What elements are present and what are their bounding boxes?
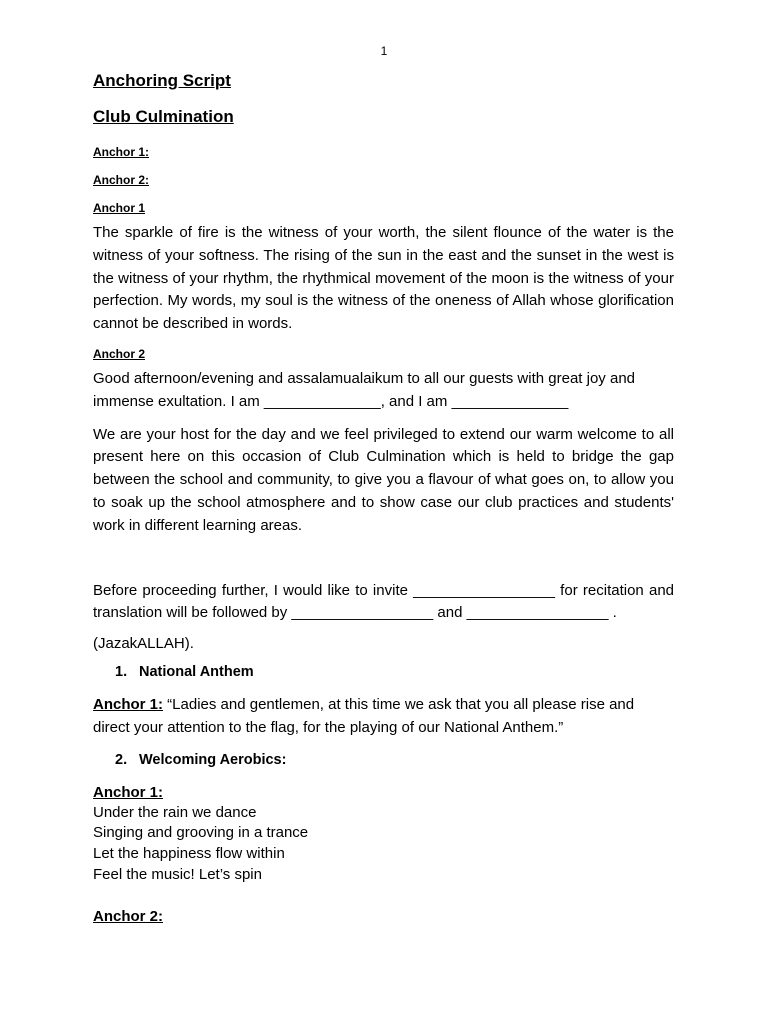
- item-number: 2.: [115, 751, 128, 768]
- anchor1-heading: Anchor 1: [93, 201, 146, 215]
- aerobics-poem: [93, 782, 674, 886]
- anthem-text: “Ladies and gentlemen, at this time we ask that you all please rise and direct your attention to the flag, for the playing of our National Anthem.”: [93, 695, 635, 736]
- document-title: Anchoring Script: [93, 71, 231, 90]
- aerobics-anchor1-label: Anchor 1:: [93, 783, 164, 801]
- poem-line: Singing and grooving in a trance: [93, 824, 309, 842]
- opening-paragraph: The sparkle of fire is the witness of your worth, the silent flounce of the water is the witness of your softness. The rising of the sun in the east and the sunset in the west is the witness of your rhythm, the rhythmical movement of the moon is the witness of your perfection. My words, my soul is the witness of the oneness of Allah whose glorification cannot be described in words.: [93, 224, 674, 333]
- item-label: Welcoming Aerobics:: [139, 751, 287, 768]
- item-label: National Anthem: [139, 663, 254, 680]
- aerobics-anchor2-label: Anchor 2:: [93, 907, 164, 925]
- item-welcoming-aerobics: [115, 750, 674, 770]
- anthem-paragraph: [93, 694, 674, 740]
- poem-line: Under the rain we dance: [93, 803, 257, 821]
- item-national-anthem: [115, 662, 674, 682]
- item-number: 1.: [115, 663, 128, 680]
- anthem-anchor-label: Anchor 1:: [93, 695, 164, 713]
- document-subtitle: Club Culmination: [93, 107, 234, 126]
- poem-line: Let the happiness flow within: [93, 845, 285, 863]
- anchor2-heading: Anchor 2: [93, 346, 146, 361]
- spacer: [93, 548, 674, 580]
- anchor1-label: Anchor 1:: [93, 145, 150, 159]
- greeting-paragraph: Good afternoon/evening and assalamualaikum to all our guests with great joy and immense exultation. I am ______________, and I am ______________: [93, 369, 635, 410]
- thanks-paragraph: (JazakALLAH).: [93, 635, 194, 653]
- document-body: [93, 70, 674, 927]
- welcome-paragraph: We are your host for the day and we feel privileged to extend our warm welcome to all present here on this occasion of Club Culmination which is held to bridge the gap between the school and community, to give you a flavour of what goes on, to allow you to soak up the school atmosphere and to show case our club practices and students' work in different learning areas.: [93, 425, 674, 534]
- poem-line: Feel the music! Let’s spin: [93, 865, 262, 883]
- anchor2-label: Anchor 2:: [93, 173, 150, 187]
- invite-paragraph: Before proceeding further, I would like to invite _________________ for recitation and translation will be followed by _________________ and _________________ .: [93, 581, 674, 622]
- page-number: 1: [380, 44, 388, 58]
